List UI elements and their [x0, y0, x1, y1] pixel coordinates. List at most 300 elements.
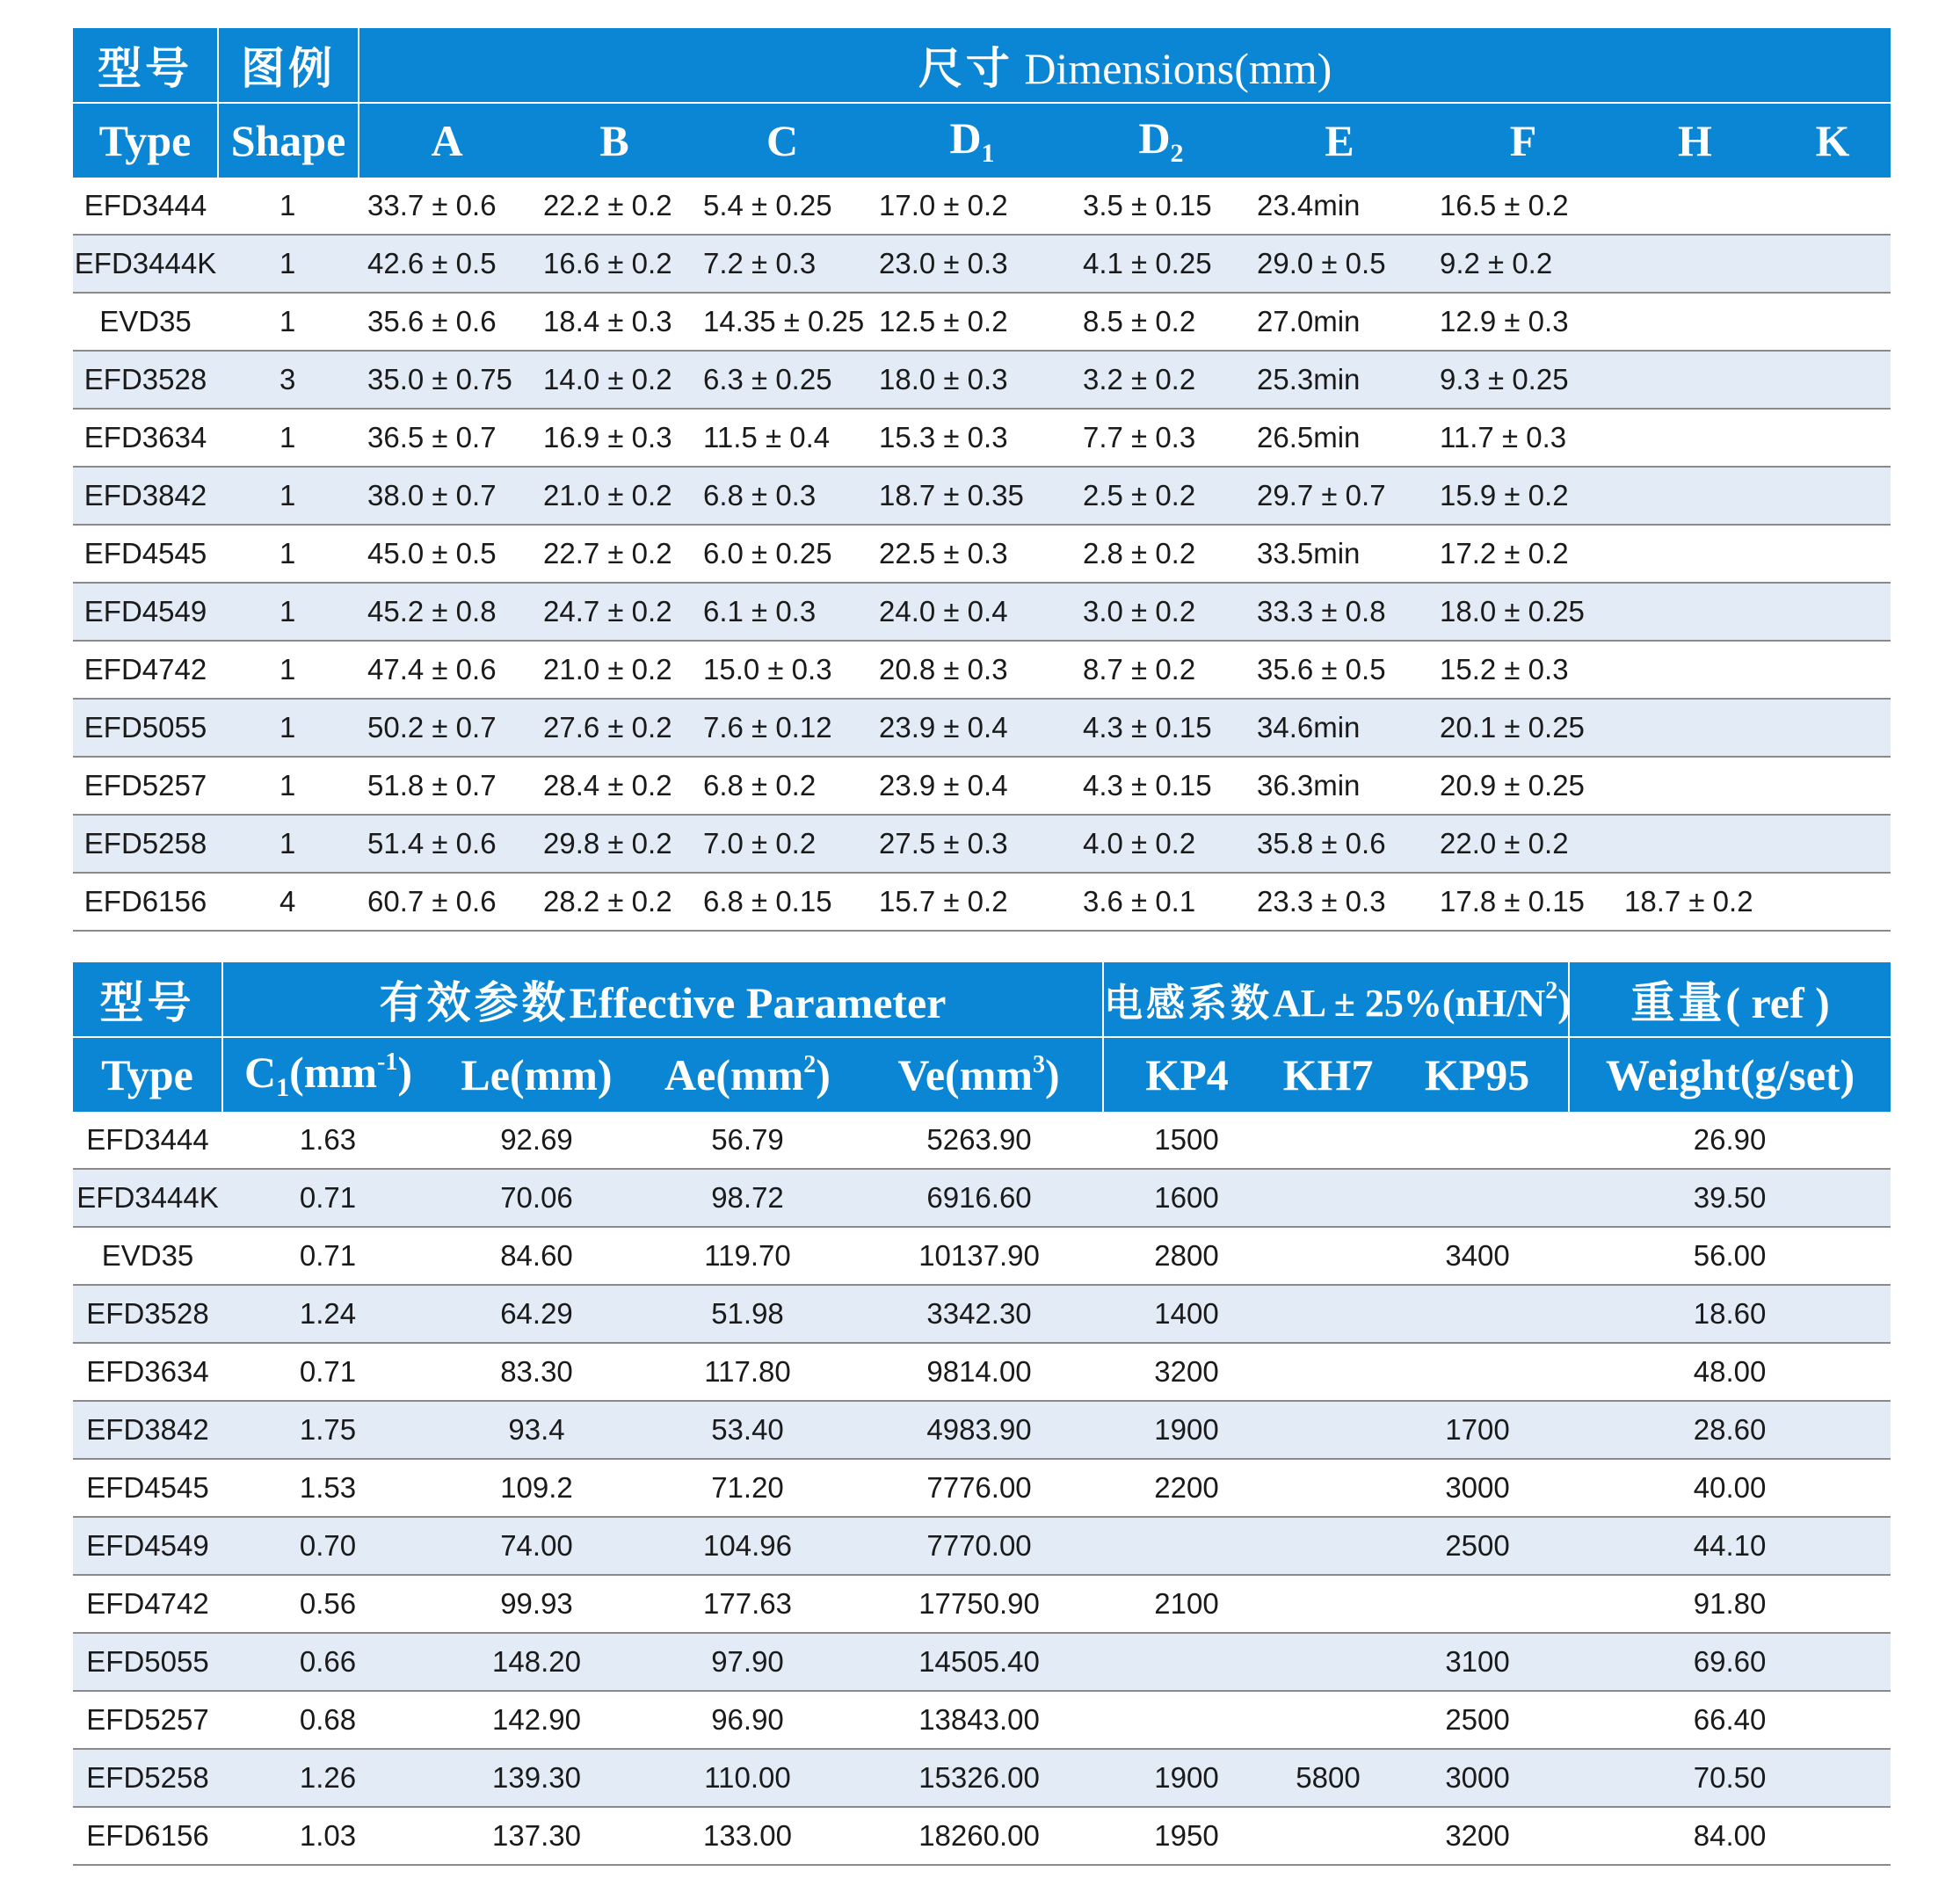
table-row	[73, 1633, 1891, 1691]
table-cell: 5263.90	[855, 1112, 1103, 1169]
table-cell: 35.8 ± 0.6	[1248, 815, 1431, 873]
table-cell: 83.30	[433, 1343, 640, 1401]
table-cell: 0.71	[222, 1343, 433, 1401]
table-cell: 1	[218, 757, 359, 815]
table-cell	[1270, 1169, 1386, 1227]
table-cell: 51.4 ± 0.6	[359, 815, 534, 873]
table-cell: 22.2 ± 0.2	[534, 178, 694, 235]
table-cell: 1500	[1103, 1112, 1270, 1169]
table-cell: 6.8 ± 0.2	[694, 757, 870, 815]
table-cell: 3.5 ± 0.15	[1074, 178, 1248, 235]
table-cell	[1615, 178, 1775, 235]
table-cell: 148.20	[433, 1633, 640, 1691]
table-cell	[1270, 1112, 1386, 1169]
table-cell: 1	[218, 293, 359, 351]
table-cell: 23.9 ± 0.4	[870, 757, 1074, 815]
table-cell	[1615, 351, 1775, 409]
table-cell: 23.9 ± 0.4	[870, 699, 1074, 757]
table-cell: 69.60	[1569, 1633, 1891, 1691]
table-cell: 4	[218, 873, 359, 931]
table-cell: 1	[218, 235, 359, 293]
table-cell: 92.69	[433, 1112, 640, 1169]
table-cell: 1	[218, 641, 359, 699]
table-cell: EFD6156	[73, 873, 218, 931]
table-cell: EFD3528	[73, 1285, 222, 1343]
table-cell: 27.5 ± 0.3	[870, 815, 1074, 873]
table-cell: 25.3min	[1248, 351, 1431, 409]
dimensions-table	[73, 28, 1891, 932]
table-cell: 11.7 ± 0.3	[1431, 409, 1615, 467]
table-cell: 14.35 ± 0.25	[694, 293, 870, 351]
table-cell: 64.29	[433, 1285, 640, 1343]
table-cell	[1103, 1633, 1270, 1691]
table-cell: 3000	[1386, 1749, 1569, 1807]
table-cell: 9814.00	[855, 1343, 1103, 1401]
table-cell: 3000	[1386, 1459, 1569, 1517]
table-cell: 0.71	[222, 1227, 433, 1285]
col-header-le: Le(mm)	[433, 1037, 640, 1112]
table-cell: 1	[218, 583, 359, 641]
table-cell	[1386, 1112, 1569, 1169]
table-cell: EFD6156	[73, 1807, 222, 1865]
effective-parameter-header: 有效参数Effective Parameter	[222, 962, 1103, 1037]
table-cell: 29.7 ± 0.7	[1248, 467, 1431, 525]
table-row	[73, 1807, 1891, 1865]
table-cell: 4.1 ± 0.25	[1074, 235, 1248, 293]
table-cell: 2.5 ± 0.2	[1074, 467, 1248, 525]
table-cell: 34.6min	[1248, 699, 1431, 757]
table-cell: EFD3444	[73, 1112, 222, 1169]
table-cell: 109.2	[433, 1459, 640, 1517]
table-cell: 18.4 ± 0.3	[534, 293, 694, 351]
table-cell: EFD3444	[73, 178, 218, 235]
table-cell	[1775, 873, 1891, 931]
table-cell: 1	[218, 815, 359, 873]
table-cell: 12.5 ± 0.2	[870, 293, 1074, 351]
table-cell: 15.9 ± 0.2	[1431, 467, 1615, 525]
table-cell	[1270, 1459, 1386, 1517]
table-cell: 44.10	[1569, 1517, 1891, 1575]
table-cell	[1615, 699, 1775, 757]
table-cell: 110.00	[640, 1749, 855, 1807]
table-cell: EFD4549	[73, 583, 218, 641]
table-cell: 17.2 ± 0.2	[1431, 525, 1615, 583]
table-cell: 18.0 ± 0.3	[870, 351, 1074, 409]
dimensions-table-header	[73, 28, 1891, 178]
table-cell: 27.6 ± 0.2	[534, 699, 694, 757]
table-cell	[1386, 1285, 1569, 1343]
table-cell: 139.30	[433, 1749, 640, 1807]
table-cell: 23.3 ± 0.3	[1248, 873, 1431, 931]
table-cell: 21.0 ± 0.2	[534, 641, 694, 699]
table-cell: 4983.90	[855, 1401, 1103, 1459]
table-cell: 15326.00	[855, 1749, 1103, 1807]
table-cell	[1615, 409, 1775, 467]
table-cell: 22.7 ± 0.2	[534, 525, 694, 583]
table-cell: 74.00	[433, 1517, 640, 1575]
table-row	[73, 1227, 1891, 1285]
table-cell: 98.72	[640, 1169, 855, 1227]
table-cell	[1615, 293, 1775, 351]
table-cell: 84.60	[433, 1227, 640, 1285]
table-cell: 56.79	[640, 1112, 855, 1169]
col-header-e: E	[1248, 103, 1431, 178]
table-cell: 48.00	[1569, 1343, 1891, 1401]
table-cell: EFD5055	[73, 699, 218, 757]
table-cell	[1270, 1343, 1386, 1401]
table-cell	[1775, 699, 1891, 757]
table-cell: EFD5258	[73, 815, 218, 873]
col-header-weight: Weight(g/set)	[1569, 1037, 1891, 1112]
table-cell	[1775, 525, 1891, 583]
table-cell	[1386, 1343, 1569, 1401]
table-row	[73, 293, 1891, 351]
table-cell: 35.6 ± 0.6	[359, 293, 534, 351]
table-cell: 1.26	[222, 1749, 433, 1807]
table-row	[73, 1112, 1891, 1169]
table-cell: 7.2 ± 0.3	[694, 235, 870, 293]
table-cell: 142.90	[433, 1691, 640, 1749]
table-cell: 1400	[1103, 1285, 1270, 1343]
table-cell: 35.0 ± 0.75	[359, 351, 534, 409]
table-cell: 11.5 ± 0.4	[694, 409, 870, 467]
table-cell: 29.8 ± 0.2	[534, 815, 694, 873]
table-cell	[1386, 1575, 1569, 1633]
table-cell: 15.2 ± 0.3	[1431, 641, 1615, 699]
table-cell: 3400	[1386, 1227, 1569, 1285]
table-row	[73, 1169, 1891, 1227]
table-cell: 7.6 ± 0.12	[694, 699, 870, 757]
table-cell: 26.5min	[1248, 409, 1431, 467]
table-row	[73, 1459, 1891, 1517]
table-cell: 0.66	[222, 1633, 433, 1691]
table-cell: 3342.30	[855, 1285, 1103, 1343]
col-header-c: C	[694, 103, 870, 178]
table-cell: 18.7 ± 0.2	[1615, 873, 1775, 931]
table-cell: 7770.00	[855, 1517, 1103, 1575]
col-header-kp4: KP4	[1103, 1037, 1270, 1112]
table-cell: 20.8 ± 0.3	[870, 641, 1074, 699]
table-cell: 28.2 ± 0.2	[534, 873, 694, 931]
table-cell: 1	[218, 699, 359, 757]
table-cell: 6.0 ± 0.25	[694, 525, 870, 583]
table-cell: 14505.40	[855, 1633, 1103, 1691]
table-cell: 117.80	[640, 1343, 855, 1401]
table-row	[73, 583, 1891, 641]
table-cell: 70.50	[1569, 1749, 1891, 1807]
type-header-cn: 型号	[73, 28, 218, 103]
table-cell: 13843.00	[855, 1691, 1103, 1749]
table-cell	[1775, 757, 1891, 815]
table-cell: 17750.90	[855, 1575, 1103, 1633]
table-cell: 1	[218, 467, 359, 525]
table-cell: 3.6 ± 0.1	[1074, 873, 1248, 931]
table-cell: 15.7 ± 0.2	[870, 873, 1074, 931]
table-cell: 0.70	[222, 1517, 433, 1575]
table-cell: EFD3842	[73, 1401, 222, 1459]
table-cell: 45.0 ± 0.5	[359, 525, 534, 583]
table-cell	[1615, 757, 1775, 815]
dimensions-table-body	[73, 178, 1891, 931]
table-cell: 33.5min	[1248, 525, 1431, 583]
table-cell: 4.3 ± 0.15	[1074, 699, 1248, 757]
table-cell: 2100	[1103, 1575, 1270, 1633]
table-cell: 1.75	[222, 1401, 433, 1459]
table-row	[73, 1575, 1891, 1633]
table-cell: 119.70	[640, 1227, 855, 1285]
table-cell	[1775, 293, 1891, 351]
table-cell	[1103, 1691, 1270, 1749]
table-cell	[1270, 1575, 1386, 1633]
table-cell: 71.20	[640, 1459, 855, 1517]
table-cell: 96.90	[640, 1691, 855, 1749]
table-cell: 26.90	[1569, 1112, 1891, 1169]
table-row	[73, 409, 1891, 467]
table-cell: EFD4742	[73, 1575, 222, 1633]
parameters-table	[73, 962, 1891, 1866]
table-cell: 39.50	[1569, 1169, 1891, 1227]
table-cell	[1615, 641, 1775, 699]
table-cell: 12.9 ± 0.3	[1431, 293, 1615, 351]
table-cell: 27.0min	[1248, 293, 1431, 351]
table-cell: 2800	[1103, 1227, 1270, 1285]
parameters-table-body	[73, 1112, 1891, 1865]
table-cell: EFD5258	[73, 1749, 222, 1807]
type-header-cn: 型号	[73, 962, 222, 1037]
table-cell: 28.60	[1569, 1401, 1891, 1459]
col-header-ve: $Ve(mm^3)$	[855, 1037, 1103, 1112]
table-cell: 2500	[1386, 1691, 1569, 1749]
table-row	[73, 1691, 1891, 1749]
table-cell: EFD4545	[73, 525, 218, 583]
table-cell: EFD4549	[73, 1517, 222, 1575]
table-cell: 16.5 ± 0.2	[1431, 178, 1615, 235]
table-cell: EFD4545	[73, 1459, 222, 1517]
table-cell: 4.0 ± 0.2	[1074, 815, 1248, 873]
shape-header-en: Shape	[218, 103, 359, 178]
table-row	[73, 1749, 1891, 1807]
table-cell: 36.5 ± 0.7	[359, 409, 534, 467]
table-cell: 36.3min	[1248, 757, 1431, 815]
table-cell: 3200	[1103, 1343, 1270, 1401]
table-cell: 33.3 ± 0.8	[1248, 583, 1431, 641]
table-cell: 3200	[1386, 1807, 1569, 1865]
table-cell: 2.8 ± 0.2	[1074, 525, 1248, 583]
table-cell: 38.0 ± 0.7	[359, 467, 534, 525]
dimensions-header	[359, 28, 1891, 103]
table-cell: 47.4 ± 0.6	[359, 641, 534, 699]
table-cell: 8.5 ± 0.2	[1074, 293, 1248, 351]
col-header-kp95: KP95	[1386, 1037, 1569, 1112]
dimensions-header-en: Dimensions(mm)	[1024, 44, 1332, 93]
table-cell: 9.2 ± 0.2	[1431, 235, 1615, 293]
table-row	[73, 757, 1891, 815]
table-cell: 84.00	[1569, 1807, 1891, 1865]
table-cell	[1615, 815, 1775, 873]
table-cell	[1270, 1401, 1386, 1459]
table-cell: 18260.00	[855, 1807, 1103, 1865]
table-row	[73, 1285, 1891, 1343]
table-cell: EFD5257	[73, 757, 218, 815]
table-cell: 14.0 ± 0.2	[534, 351, 694, 409]
table-row	[73, 351, 1891, 409]
table-cell: 24.7 ± 0.2	[534, 583, 694, 641]
table-cell: 17.8 ± 0.15	[1431, 873, 1615, 931]
col-header-a: A	[359, 103, 534, 178]
table-row	[73, 1517, 1891, 1575]
dimensions-header-cn: 尺寸	[918, 43, 1013, 94]
table-cell: EFD5055	[73, 1633, 222, 1691]
table-cell: 6.1 ± 0.3	[694, 583, 870, 641]
table-cell: 35.6 ± 0.5	[1248, 641, 1431, 699]
table-cell: 133.00	[640, 1807, 855, 1865]
table-cell: 23.0 ± 0.3	[870, 235, 1074, 293]
table-cell: 33.7 ± 0.6	[359, 178, 534, 235]
table-cell: 51.8 ± 0.7	[359, 757, 534, 815]
table-cell: 20.1 ± 0.25	[1431, 699, 1615, 757]
type-header-en: Type	[73, 1037, 222, 1112]
table-cell: 6916.60	[855, 1169, 1103, 1227]
table-cell: 70.06	[433, 1169, 640, 1227]
table-cell: 1900	[1103, 1749, 1270, 1807]
table-cell: EFD4742	[73, 641, 218, 699]
table-cell: 93.4	[433, 1401, 640, 1459]
table-cell: 60.7 ± 0.6	[359, 873, 534, 931]
table-cell: 3100	[1386, 1633, 1569, 1691]
table-row	[73, 873, 1891, 931]
col-header-ae: $Ae(mm^2)$	[640, 1037, 855, 1112]
table-cell: 1.24	[222, 1285, 433, 1343]
table-cell: 0.68	[222, 1691, 433, 1749]
table-cell: 18.7 ± 0.35	[870, 467, 1074, 525]
table-cell: 97.90	[640, 1633, 855, 1691]
table-cell	[1775, 178, 1891, 235]
table-cell: 91.80	[1569, 1575, 1891, 1633]
table-row	[73, 699, 1891, 757]
table-cell: 1	[218, 409, 359, 467]
table-cell: 6.8 ± 0.15	[694, 873, 870, 931]
table-row	[73, 178, 1891, 235]
table-cell: EVD35	[73, 1227, 222, 1285]
table-cell: 51.98	[640, 1285, 855, 1343]
type-header-en: Type	[73, 103, 218, 178]
table-cell	[1615, 235, 1775, 293]
weight-header: 重量( ref )	[1569, 962, 1891, 1037]
col-header-d1: $D_1$	[870, 103, 1074, 178]
table-cell: 15.0 ± 0.3	[694, 641, 870, 699]
table-row	[73, 815, 1891, 873]
col-header-b: B	[534, 103, 694, 178]
table-cell: EFD3634	[73, 409, 218, 467]
col-header-f: F	[1431, 103, 1615, 178]
table-cell: 17.0 ± 0.2	[870, 178, 1074, 235]
table-cell	[1270, 1633, 1386, 1691]
table-cell: 1700	[1386, 1401, 1569, 1459]
table-cell: 53.40	[640, 1401, 855, 1459]
table-cell	[1615, 467, 1775, 525]
table-cell: 18.60	[1569, 1285, 1891, 1343]
table-cell	[1270, 1691, 1386, 1749]
table-cell: 2500	[1386, 1517, 1569, 1575]
table-cell: 50.2 ± 0.7	[359, 699, 534, 757]
col-header-c1: $C_1(mm^{-1})$	[222, 1037, 433, 1112]
table-cell: 7.0 ± 0.2	[694, 815, 870, 873]
table-cell	[1386, 1169, 1569, 1227]
table-cell: 42.6 ± 0.5	[359, 235, 534, 293]
table-cell	[1775, 235, 1891, 293]
table-cell: 21.0 ± 0.2	[534, 467, 694, 525]
table-cell	[1615, 525, 1775, 583]
table-cell	[1103, 1517, 1270, 1575]
table-cell: 1	[218, 525, 359, 583]
table-row	[73, 235, 1891, 293]
table-cell: EFD3842	[73, 467, 218, 525]
table-cell: 45.2 ± 0.8	[359, 583, 534, 641]
table-cell	[1775, 467, 1891, 525]
table-cell	[1775, 351, 1891, 409]
table-cell: 137.30	[433, 1807, 640, 1865]
table-cell: 66.40	[1569, 1691, 1891, 1749]
table-cell	[1270, 1285, 1386, 1343]
table-cell: 3.0 ± 0.2	[1074, 583, 1248, 641]
table-cell: 18.0 ± 0.25	[1431, 583, 1615, 641]
table-cell: EFD3444K	[73, 1169, 222, 1227]
table-cell: 29.0 ± 0.5	[1248, 235, 1431, 293]
table-cell: 8.7 ± 0.2	[1074, 641, 1248, 699]
table-cell: 1600	[1103, 1169, 1270, 1227]
table-cell: 6.8 ± 0.3	[694, 467, 870, 525]
table-row	[73, 1401, 1891, 1459]
table-row	[73, 641, 1891, 699]
table-cell: 0.56	[222, 1575, 433, 1633]
table-cell: 24.0 ± 0.4	[870, 583, 1074, 641]
table-cell: 4.3 ± 0.15	[1074, 757, 1248, 815]
shape-header-cn: 图例	[218, 28, 359, 103]
table-cell: 16.9 ± 0.3	[534, 409, 694, 467]
table-cell: EVD35	[73, 293, 218, 351]
inductance-factor-header: 电感系数AL ± $25\%(nH/N^2)$	[1103, 962, 1569, 1037]
table-cell: 16.6 ± 0.2	[534, 235, 694, 293]
col-header-k: K	[1775, 103, 1891, 178]
table-cell: 1900	[1103, 1401, 1270, 1459]
table-cell: 0.71	[222, 1169, 433, 1227]
table-cell: 7.7 ± 0.3	[1074, 409, 1248, 467]
table-cell	[1270, 1517, 1386, 1575]
table-cell: 56.00	[1569, 1227, 1891, 1285]
table-cell	[1775, 815, 1891, 873]
table-cell: EFD3528	[73, 351, 218, 409]
table-cell	[1615, 583, 1775, 641]
col-header-h: H	[1615, 103, 1775, 178]
table-cell: 1.53	[222, 1459, 433, 1517]
table-cell: 5800	[1270, 1749, 1386, 1807]
table-row	[73, 525, 1891, 583]
table-cell: 15.3 ± 0.3	[870, 409, 1074, 467]
table-cell: 177.63	[640, 1575, 855, 1633]
table-cell: 1.63	[222, 1112, 433, 1169]
table-cell	[1270, 1807, 1386, 1865]
table-cell: 5.4 ± 0.25	[694, 178, 870, 235]
table-cell: 7776.00	[855, 1459, 1103, 1517]
table-cell: 10137.90	[855, 1227, 1103, 1285]
table-cell: 1	[218, 178, 359, 235]
table-cell: 22.0 ± 0.2	[1431, 815, 1615, 873]
table-cell: 23.4min	[1248, 178, 1431, 235]
table-cell: EFD3634	[73, 1343, 222, 1401]
col-header-d2: $D_2$	[1074, 103, 1248, 178]
table-cell: 20.9 ± 0.25	[1431, 757, 1615, 815]
table-row	[73, 1343, 1891, 1401]
